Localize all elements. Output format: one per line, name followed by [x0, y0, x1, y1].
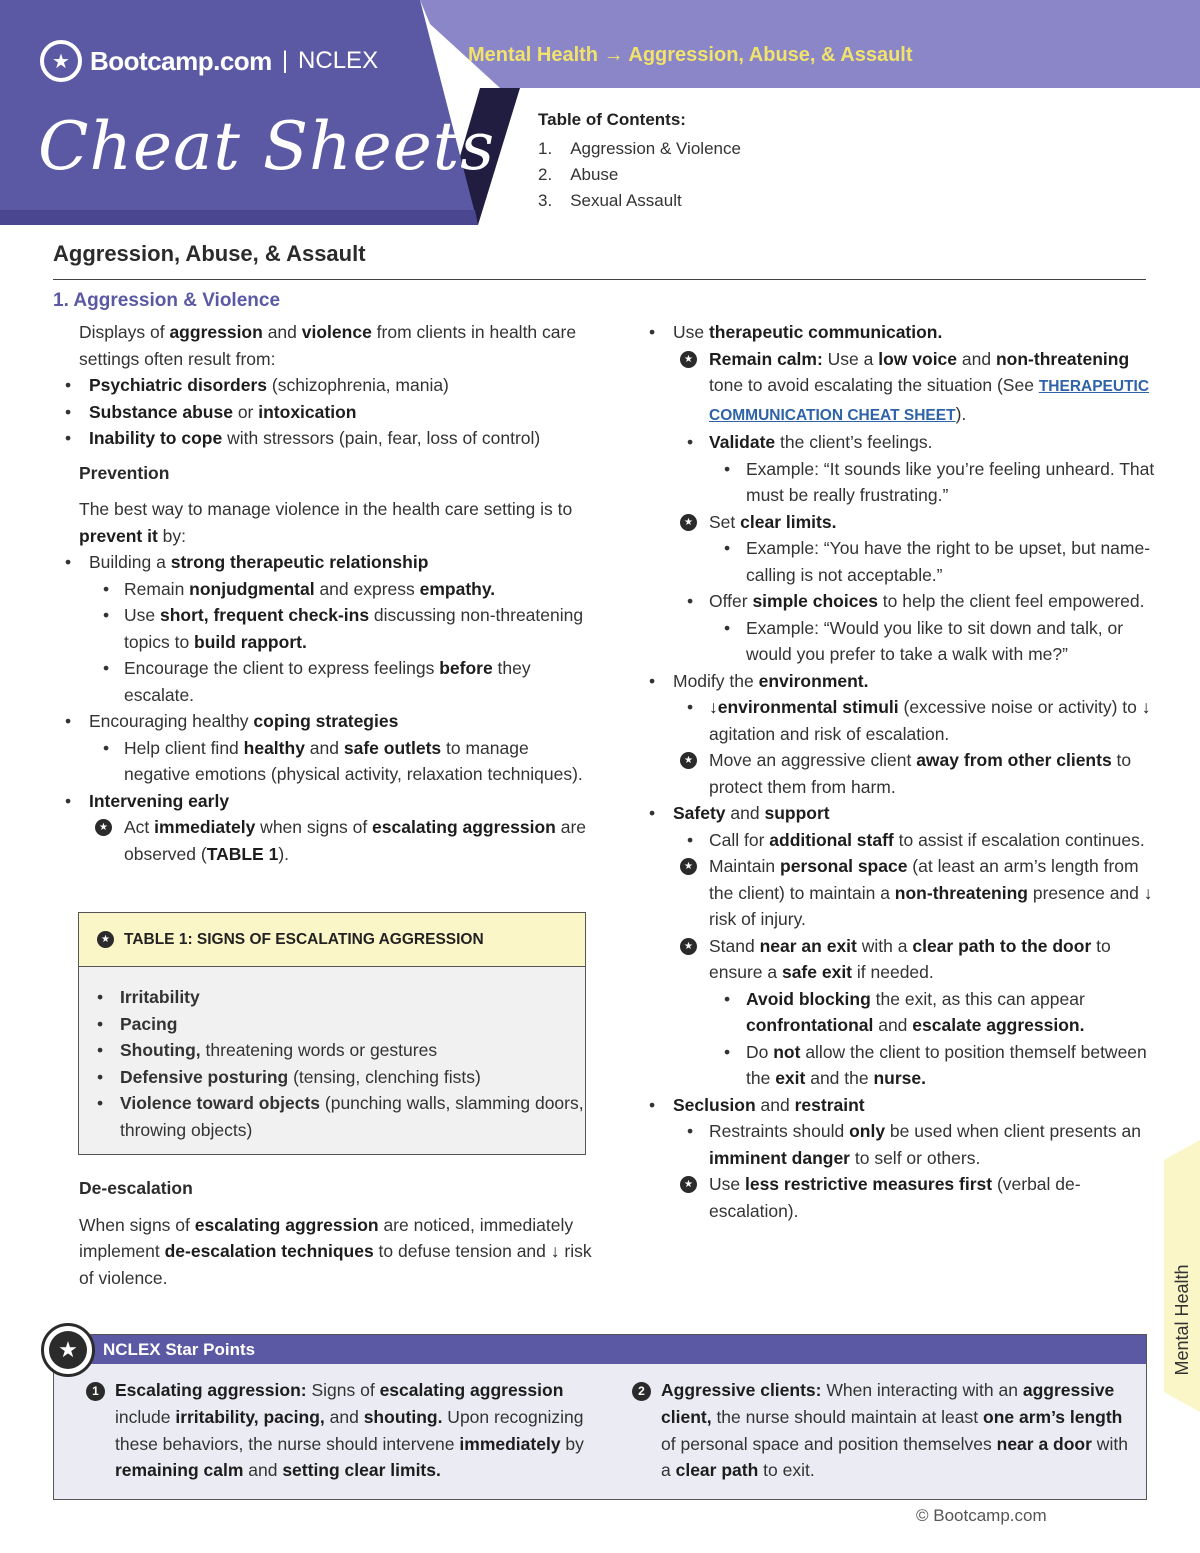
list-item: • Example: “You have the right to be upset, but name-calling is not acceptable.” — [645, 535, 1155, 588]
list-item: • Call for additional staff to assist if escalation continues. — [645, 827, 1155, 854]
list-item: • Encourage the client to express feelings before they escalate. — [53, 655, 598, 708]
topic-breadcrumb: Mental Health → Aggression, Abuse, & Assault — [468, 44, 913, 66]
table-list-item: • Defensive posturing (tensing, clenching fists) — [79, 1064, 585, 1091]
prevention-paragraph: The best way to manage violence in the health care setting is to prevent it by: — [79, 499, 573, 546]
brand-lockup — [40, 40, 378, 82]
brand-separator: | — [281, 47, 289, 74]
brand-product: NCLEX — [298, 47, 379, 74]
star-icon: ★ — [680, 1176, 697, 1193]
star-icon: ★ — [680, 514, 697, 531]
table-header: ★ TABLE 1: SIGNS OF ESCALATING AGGRESSION — [79, 913, 585, 967]
list-item: • Offer simple choices to help the client feel empowered. — [645, 588, 1155, 615]
star-badge-icon: ★ — [40, 40, 82, 82]
list-item: • Example: “It sounds like you’re feeling unheard. That must be really frustrating.” — [645, 456, 1155, 509]
list-item: • Do not allow the client to position themself between the exit and the nurse. — [645, 1039, 1155, 1092]
number-two-icon: 2 — [632, 1382, 651, 1401]
star-list-item: ★ Maintain personal space (at least an arm’s length from the client) to maintain a non-threatening presence and ↓ risk of injury. — [645, 853, 1155, 933]
star-badge-icon: ★ — [41, 1323, 95, 1377]
toc-item[interactable]: 1. Aggression & Violence — [538, 139, 741, 158]
intro-paragraph: Displays of aggression and violence from clients in health care settings often result from: — [79, 322, 577, 369]
signs-table — [78, 912, 586, 1155]
list-item: • Safety and support — [645, 800, 1155, 827]
table-list-item: • Pacing — [79, 1011, 585, 1038]
toc-item[interactable]: 2. Abuse — [538, 165, 619, 184]
therapeutic-communication-link[interactable]: THERAPEUTIC COMMUNICATION CHEAT SHEET — [709, 378, 1150, 424]
list-item: • ↓environmental stimuli (excessive noise or activity) to ↓ agitation and risk of escalation. — [645, 694, 1155, 747]
left-column — [53, 287, 598, 867]
star-icon: ★ — [680, 752, 697, 769]
star-point-1: 1 Escalating aggression: Signs of escalating aggression include irritability, pacing, and shouting. Upon recognizing these behaviors, the nurse should intervene immediately by remaining calm and setting clear limits. — [86, 1377, 606, 1484]
star-list-item: ★ Set clear limits. — [645, 509, 1155, 536]
star-list-item: ★ Remain calm: Use a low voice and non-threatening tone to avoid escalating the situation (See THERAPEUTIC COMMUNICATION CHEAT SHEET). — [645, 346, 1155, 430]
star-icon: ★ — [680, 938, 697, 955]
cheat-sheets-title: Cheat Sheets — [38, 108, 496, 185]
section-heading: 1. Aggression & Violence — [53, 290, 281, 311]
list-item: • Help client find healthy and safe outlets to manage negative emotions (physical activity, relaxation techniques). — [53, 735, 598, 788]
star-list-item: ★ Use less restrictive measures first (verbal de-escalation). — [645, 1171, 1155, 1224]
toc-item[interactable]: 3. Sexual Assault — [538, 191, 682, 210]
star-icon: ★ — [95, 819, 112, 836]
list-item: • Restraints should only be used when client presents an imminent danger to self or others. — [645, 1118, 1155, 1171]
star-icon: ★ — [680, 351, 697, 368]
star-list-item: ★ Move an aggressive client away from other clients to protect them from harm. — [645, 747, 1155, 800]
list-item: • Substance abuse or intoxication — [53, 399, 598, 426]
list-item: • Modify the environment. — [645, 668, 1155, 695]
star-icon: ★ — [680, 858, 697, 875]
list-item: • Remain nonjudgmental and express empathy. — [53, 576, 598, 603]
list-item: • Intervening early — [53, 788, 598, 815]
star-points-title: NCLEX Star Points — [54, 1335, 1146, 1364]
toc-title: Table of Contents: — [538, 110, 686, 129]
list-item: • Psychiatric disorders (schizophrenia, mania) — [53, 372, 598, 399]
prevention-heading: Prevention — [79, 462, 170, 483]
star-point-2: 2 Aggressive clients: When interacting with an aggressive client, the nurse should maintain at least one arm’s length of personal space and position themselves near a door with a clear path to exit. — [632, 1377, 1132, 1484]
star-icon: ★ — [97, 931, 114, 948]
list-item: • Inability to cope with stressors (pain, fear, loss of control) — [53, 425, 598, 452]
side-tab-label: Mental Health — [1172, 1264, 1192, 1376]
table-of-contents — [538, 110, 741, 214]
brand-name: Bootcamp.com — [90, 45, 272, 76]
list-item: • Use therapeutic communication. — [645, 319, 1155, 346]
list-item: • Building a strong therapeutic relationship — [53, 549, 598, 576]
right-column — [645, 319, 1155, 1224]
page-title: Aggression, Abuse, & Assault — [53, 241, 366, 266]
number-one-icon: 1 — [86, 1382, 105, 1401]
list-item: • Example: “Would you like to sit down and talk, or would you prefer to take a walk with me?” — [645, 615, 1155, 668]
deescalation-paragraph: When signs of escalating aggression are noticed, immediately implement de-escalation techniques to defuse tension and ↓ risk of violence. — [79, 1214, 592, 1288]
list-item: • Avoid blocking the exit, as this can appear confrontational and escalate aggression. — [645, 986, 1155, 1039]
deescalation-heading: De-escalation — [79, 1178, 193, 1198]
star-list-item: ★ Stand near an exit with a clear path to the door to ensure a safe exit if needed. — [645, 933, 1155, 986]
copyright: © Bootcamp.com — [916, 1506, 1047, 1525]
deescalation-block — [53, 1167, 598, 1291]
star-list-item: ★ Act immediately when signs of escalating aggression are observed (TABLE 1). — [53, 814, 598, 867]
table-list-item: • Shouting, threatening words or gestures — [79, 1037, 585, 1064]
table-list-item: • Irritability — [79, 984, 585, 1011]
title-divider — [53, 279, 1146, 280]
list-item: • Validate the client’s feelings. — [645, 429, 1155, 456]
list-item: • Use short, frequent check-ins discussing non-threatening topics to build rapport. — [53, 602, 598, 655]
table-list-item: • Violence toward objects (punching walls, slamming doors, throwing objects) — [79, 1090, 585, 1143]
list-item: • Seclusion and restraint — [645, 1092, 1155, 1119]
list-item: • Encouraging healthy coping strategies — [53, 708, 598, 735]
